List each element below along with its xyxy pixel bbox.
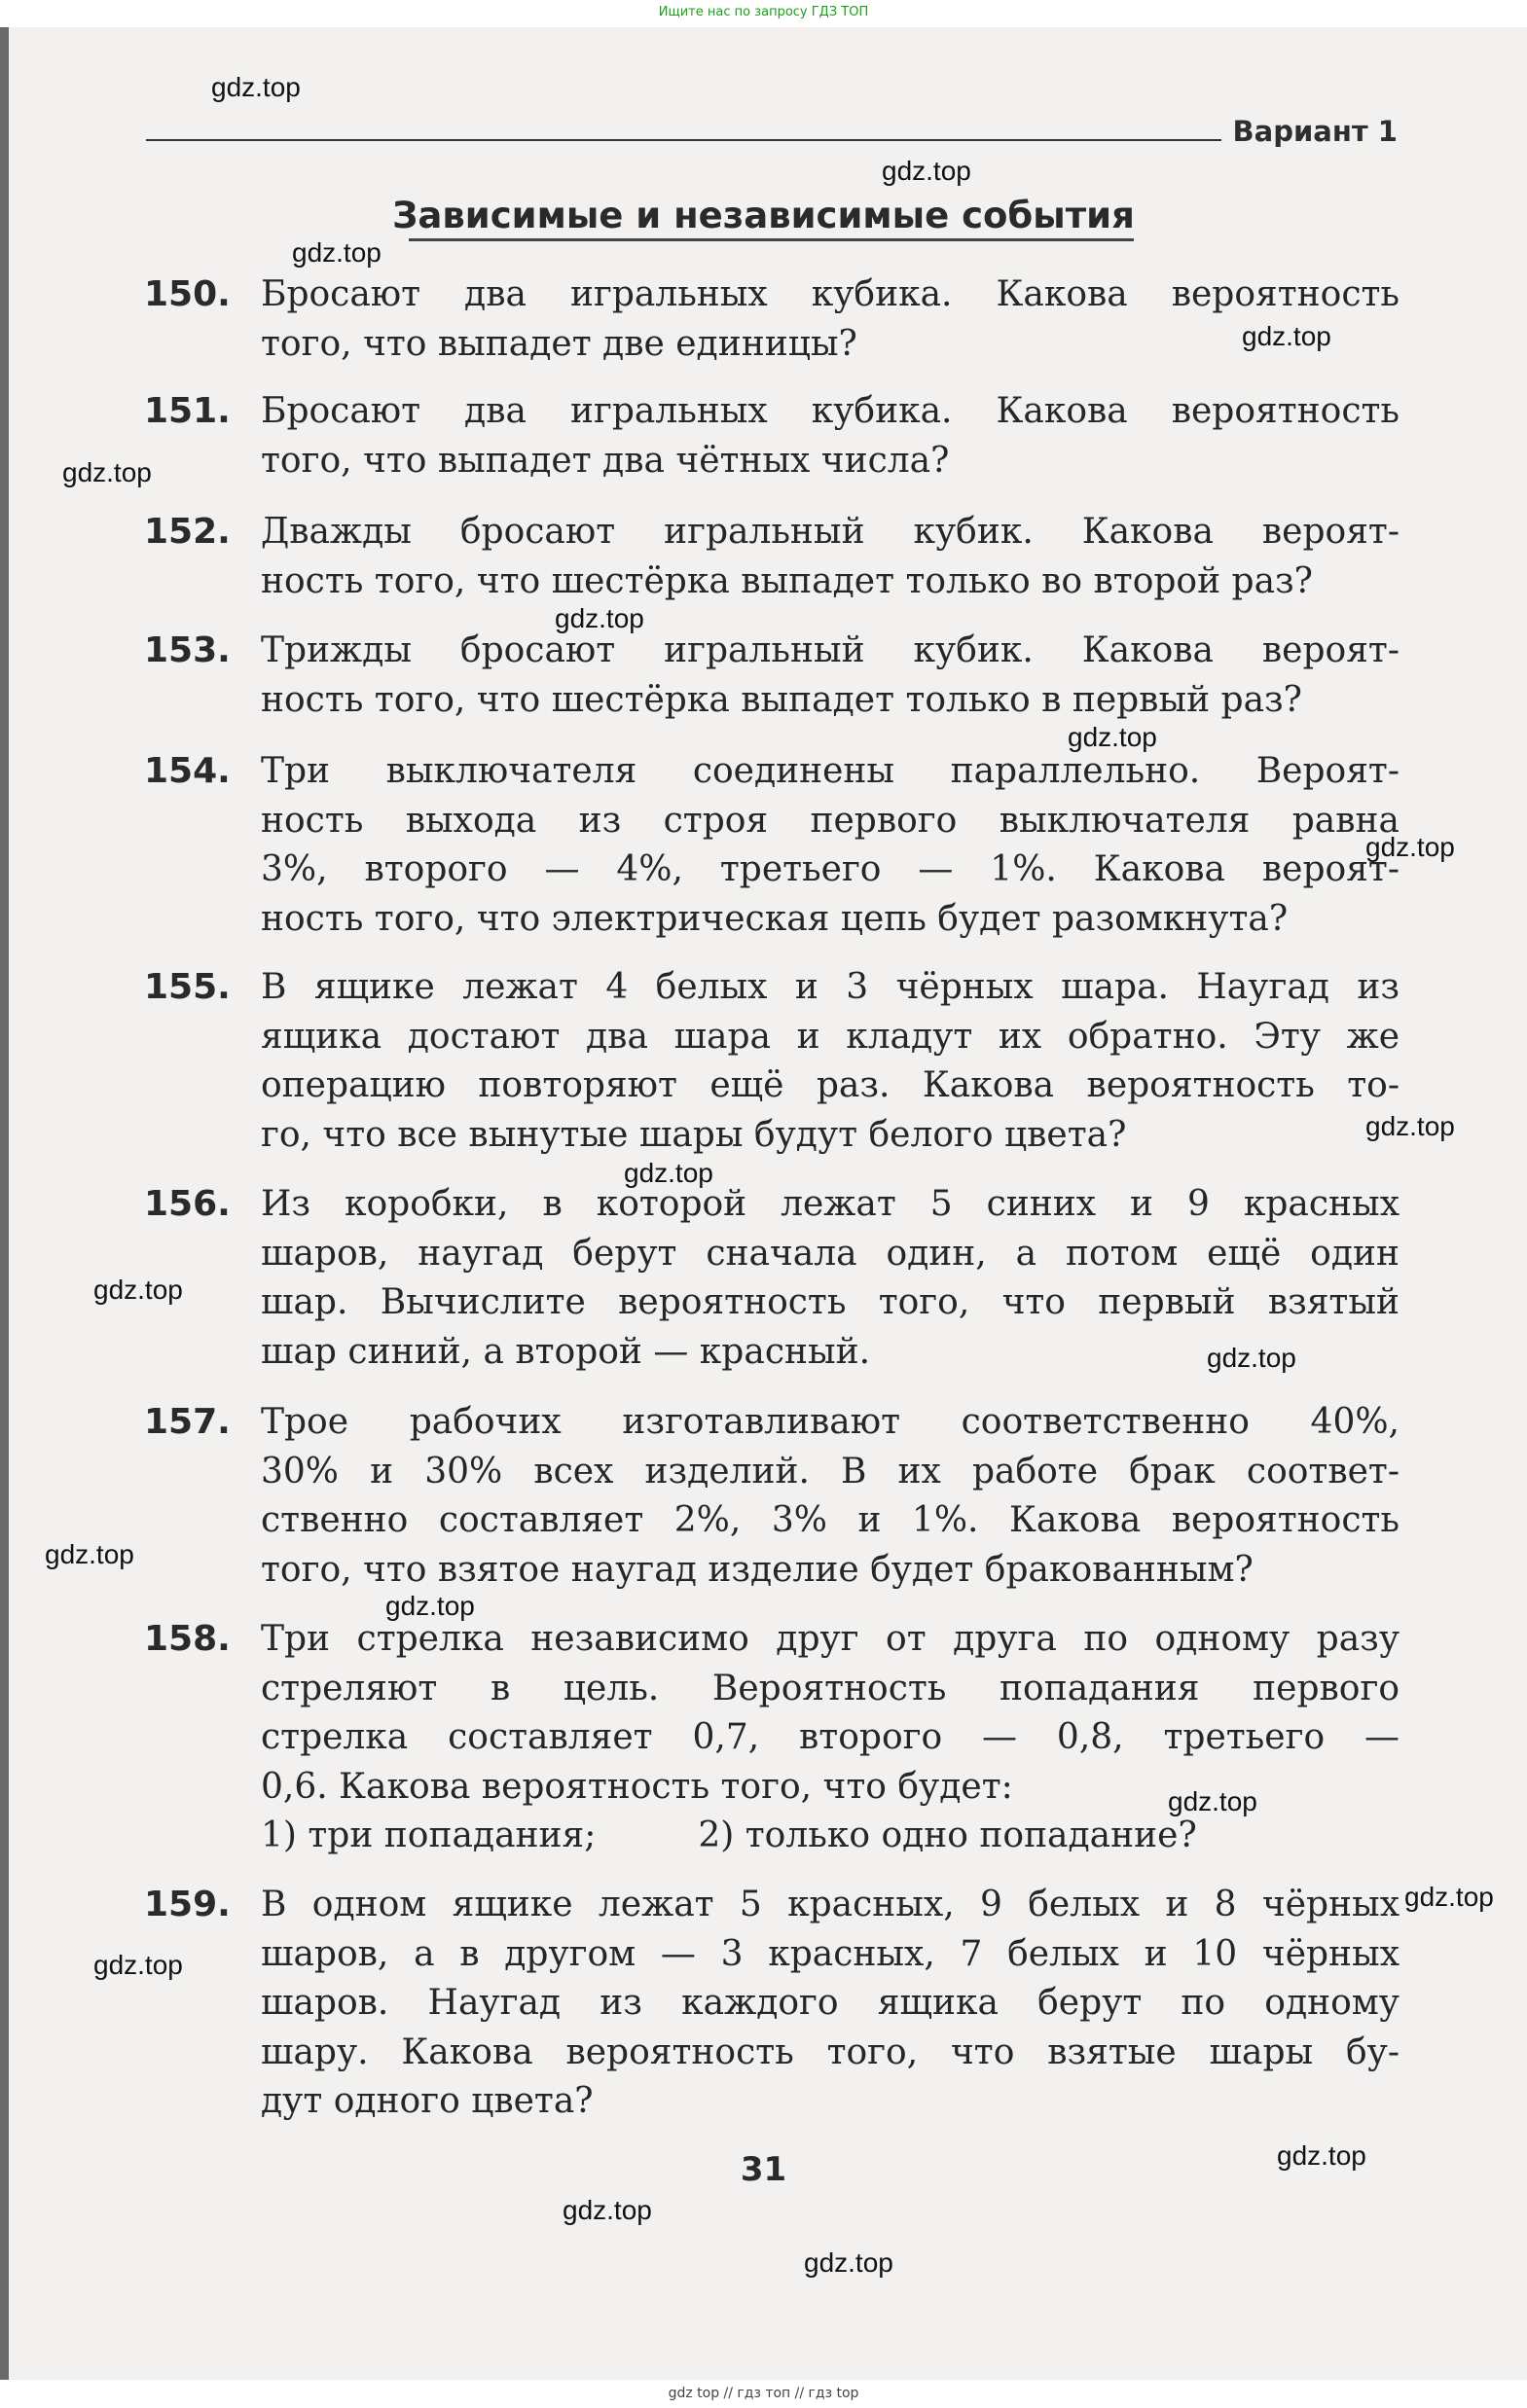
problem-text [261,747,1400,944]
problem-line: Дважды бросают игральный кубик. Какова вероят- [261,512,1400,552]
watermark: gdz.top [1404,1882,1494,1912]
problem-line: В ящике лежат 4 белых и 3 чёрных шара. Наугад из [261,967,1400,1007]
problem-line: го, что все вынутые шары будут белого цвета? [261,1114,1127,1155]
problem-number: 155. [144,967,231,1007]
problem-line: ность того, что шестёрка выпадет только в первый раз? [261,679,1302,720]
bottom-banner[interactable]: gdz top // гдз топ // гдз top [668,2386,859,2401]
watermark: gdz.top [93,1950,183,1980]
problem-line: Трое рабочих изготавливают соответственно 40%, [261,1402,1400,1442]
problem-line: ность того, что электрическая цепь будет разомкнута? [261,898,1289,939]
problem-line: ность того, что шестёрка выпадет только во второй раз? [261,560,1313,601]
problem-line: дут одного цвета? [261,2081,594,2121]
problem-line: Бросают два игральных кубика. Какова вероятность [261,391,1400,431]
problem-line: Три выключателя соединены параллельно. Вероят- [261,751,1400,791]
title-underline [409,238,1134,241]
answer-option-2: 2) только одно попадание? [698,1815,1197,1855]
watermark: gdz.top [45,1539,134,1569]
problem-line: Трижды бросают игральный кубик. Какова вероят- [261,630,1400,670]
problem-line: Бросают два игральных кубика. Какова вероятность [261,274,1400,314]
problem-line: операцию повторяют ещё раз. Какова вероятность то- [261,1065,1400,1105]
problem-line: 3%, второго — 4%, третьего — 1%. Какова вероят- [261,849,1400,889]
problem-text [261,1615,1400,1861]
problem-text [261,963,1400,1160]
watermark: gdz.top [804,2247,893,2278]
problem-line: шар. Вычислите вероятность того, что первый взятый [261,1282,1400,1322]
watermark: gdz.top [624,1158,713,1188]
variant-label: Вариант 1 [1232,115,1398,148]
problem-line: стреляют в цель. Вероятность попадания первого [261,1668,1400,1708]
problem-number: 154. [144,751,231,791]
page-number: 31 [740,2150,787,2189]
problem-text [261,508,1400,606]
watermark: gdz.top [292,237,382,268]
problem-text [261,270,1400,369]
problem-line: ственно составляет 2%, 3% и 1%. Какова вероятность [261,1500,1400,1540]
problem-line: Три стрелка независимо друг от друга по одному разу [261,1619,1400,1659]
problem-line: 30% и 30% всех изделий. В их работе брак соответ- [261,1451,1400,1492]
answer-options [261,1812,1400,1861]
problem-line: Из коробки, в которой лежат 5 синих и 9 красных [261,1184,1400,1224]
problem-line: шаров, наугад берут сначала один, а потом ещё один [261,1233,1400,1274]
problem-number: 152. [144,512,231,552]
watermark: gdz.top [1365,832,1455,862]
problem-text [261,1881,1400,2127]
top-banner[interactable]: Ищите нас по запросу ГДЗ ТОП [658,5,869,19]
watermark: gdz.top [563,2195,652,2225]
watermark: gdz.top [1242,321,1331,351]
watermark: gdz.top [211,72,301,102]
problem-number: 153. [144,630,231,670]
problem-line: ящика достают два шара и кладут их обратно. Эту же [261,1016,1400,1057]
problem-line: шаров. Наугад из каждого ящика берут по одному [261,1983,1400,2023]
problem-number: 159. [144,1885,231,1924]
problem-line: того, что взятое наугад изделие будет бракованным? [261,1549,1254,1590]
problem-number: 151. [144,391,231,431]
watermark: gdz.top [1168,1786,1257,1816]
problem-line: ность выхода из строя первого выключателя равна [261,800,1400,841]
binding-edge [0,27,9,2380]
problem-line: шаров, а в другом — 3 красных, 7 белых и 10 чёрных [261,1933,1400,1974]
problem-text [261,1398,1400,1595]
watermark: gdz.top [385,1591,475,1621]
problem-number: 156. [144,1184,231,1224]
problem-number: 158. [144,1619,231,1659]
section-title: Зависимые и независимые события [392,195,1135,236]
watermark: gdz.top [1068,722,1157,752]
watermark: gdz.top [1207,1343,1296,1373]
problem-line: того, что выпадет две единицы? [261,323,857,364]
problem-text [261,387,1400,485]
problem-line: 0,6. Какова вероятность того, что будет: [261,1766,1013,1807]
watermark: gdz.top [882,156,971,186]
problem-line: шар синий, а второй — красный. [261,1331,871,1372]
watermark: gdz.top [1365,1111,1455,1141]
problem-line: того, что выпадет два чётных числа? [261,440,950,481]
watermark: gdz.top [1277,2140,1366,2171]
problem-line: стрелка составляет 0,7, второго — 0,8, третьего — [261,1717,1400,1757]
header-rule [146,139,1221,141]
problem-number: 150. [144,274,231,314]
watermark: gdz.top [93,1275,183,1305]
problem-text [261,627,1400,725]
problem-line: В одном ящике лежат 5 красных, 9 белых и 8 чёрных [261,1885,1400,1924]
problem-line: шару. Какова вероятность того, что взятые шары бу- [261,2031,1400,2072]
problem-number: 157. [144,1402,231,1442]
watermark: gdz.top [555,603,644,633]
answer-option-1: 1) три попадания; [261,1815,597,1855]
watermark: gdz.top [62,457,152,487]
